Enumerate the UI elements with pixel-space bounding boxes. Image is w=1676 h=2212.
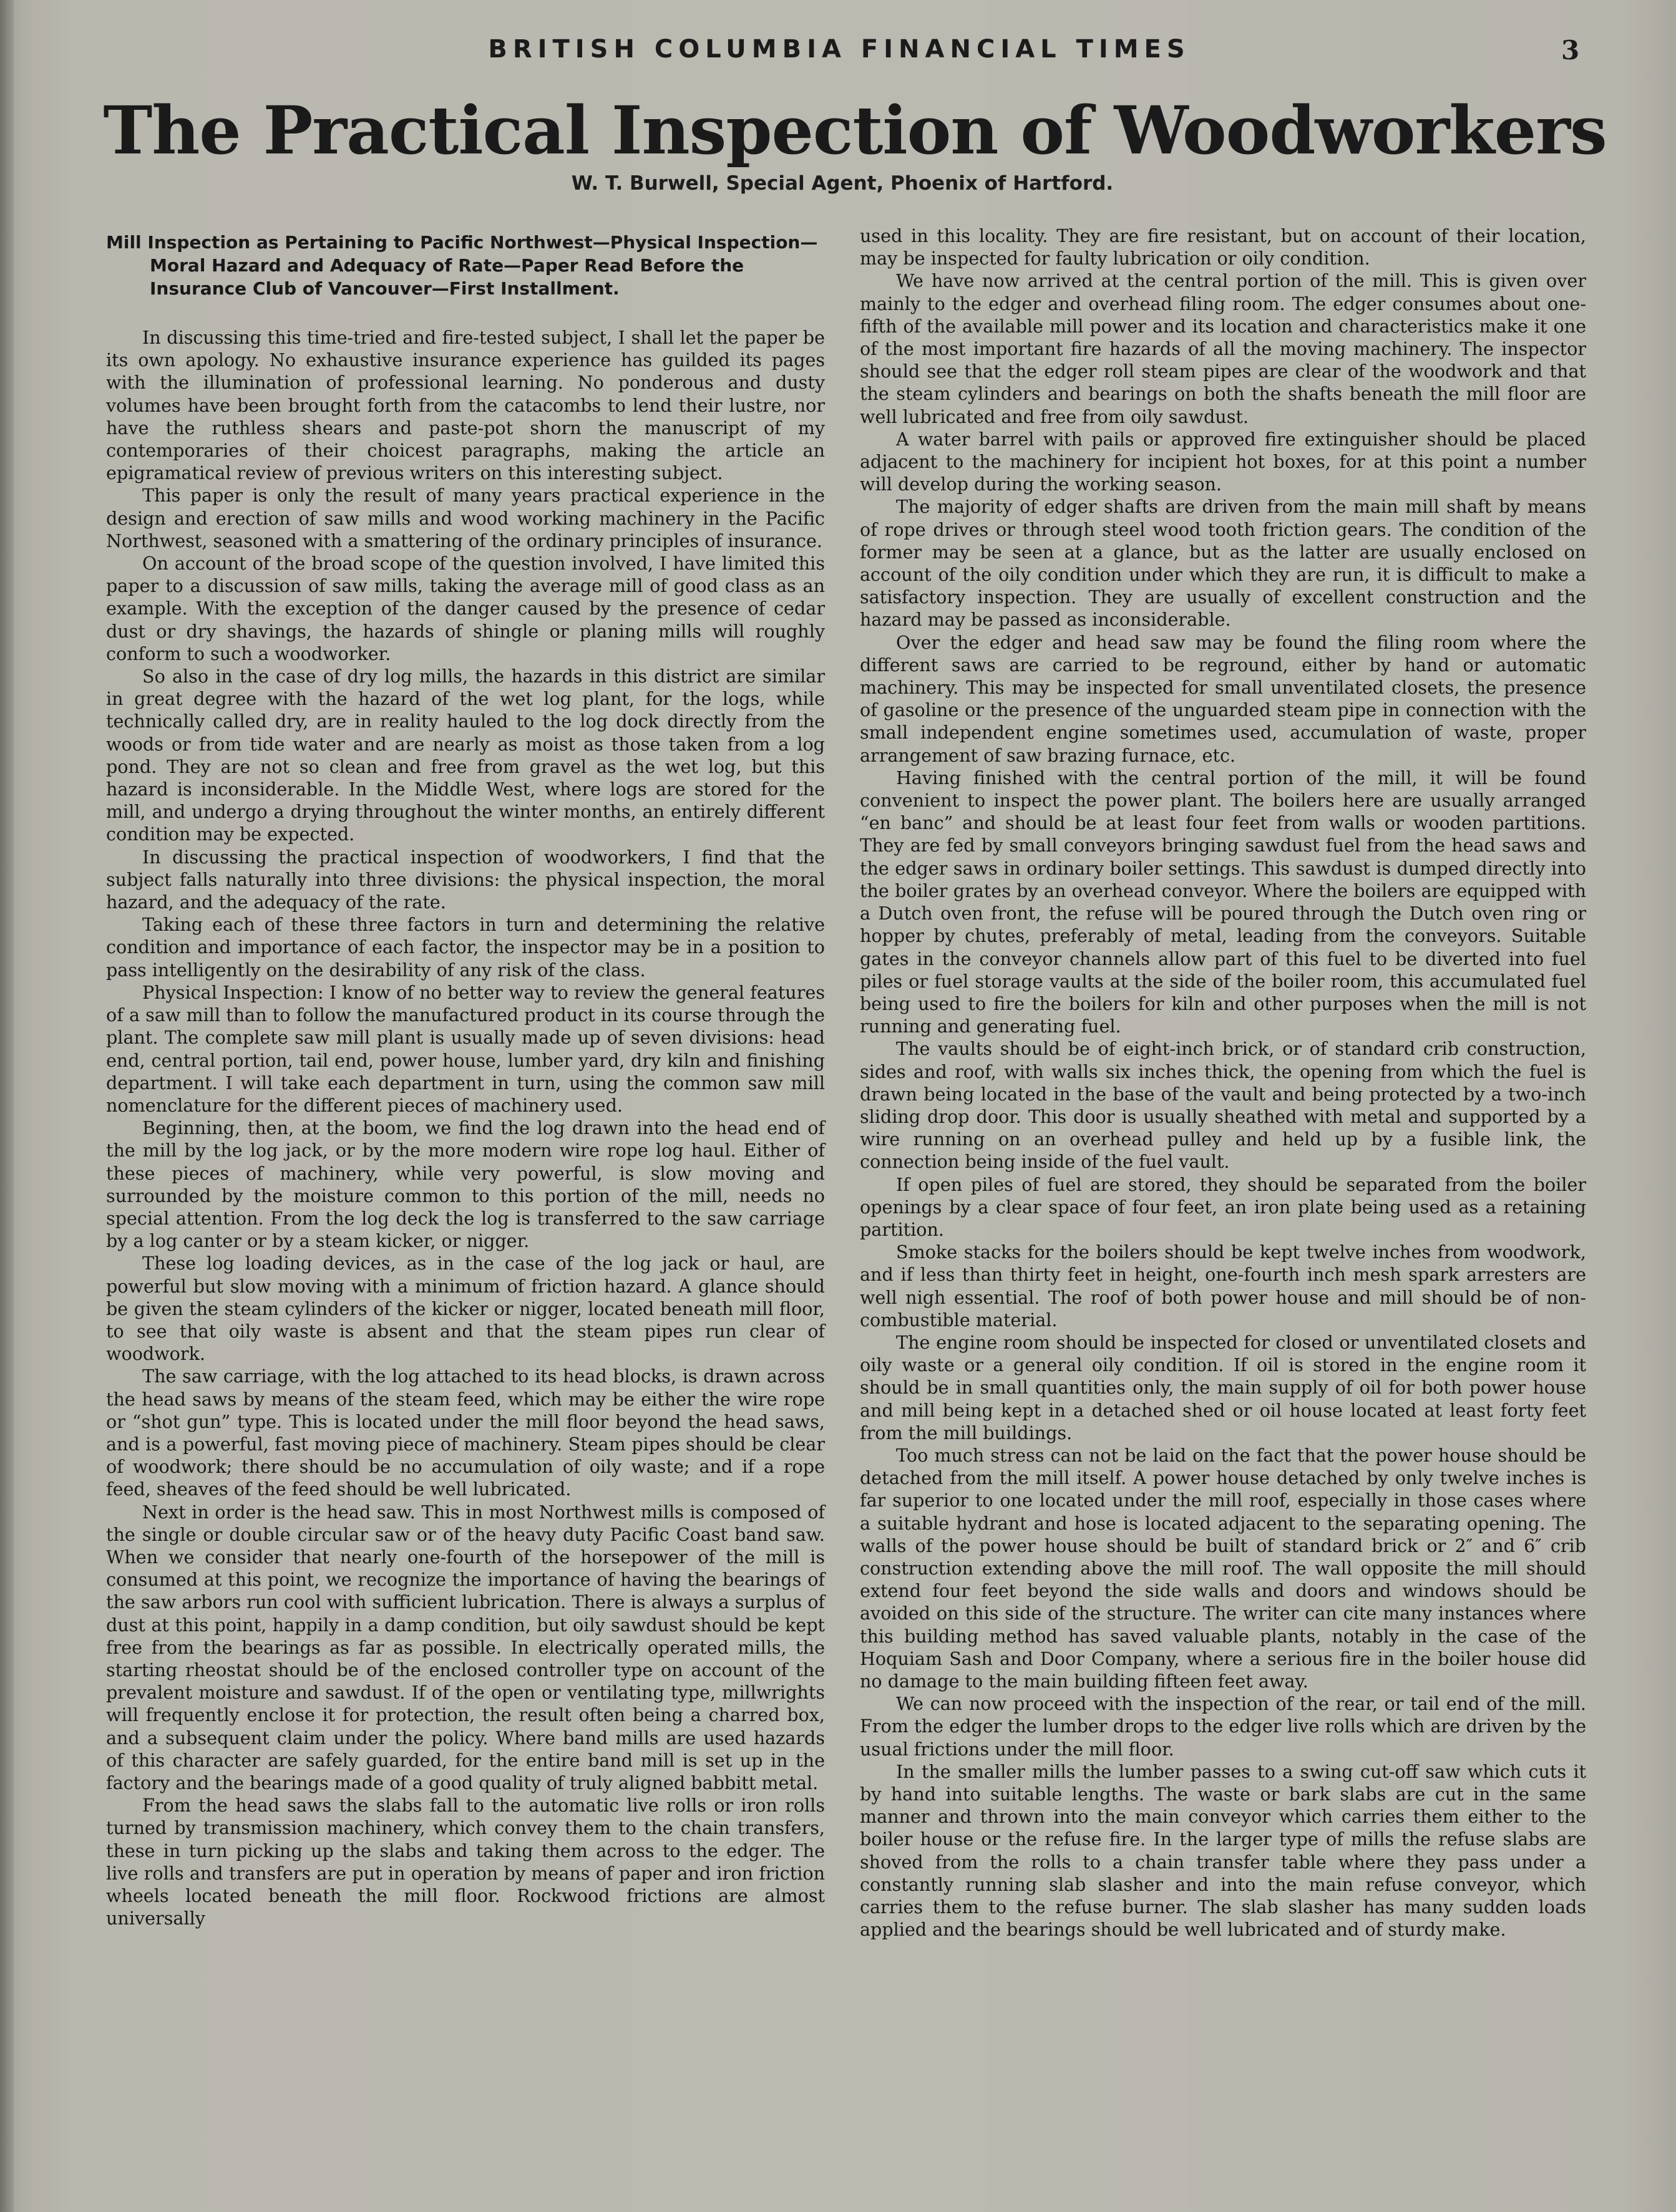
right-paragraph: Over the edger and head saw may be found the filing room where the different saws are carried to be reground, either by hand or automatic machinery. This may be inspected for small unventilated closets, the presence of gasoline or the presence of the unguarded steam pipe in connection with the small independent engine sometimes used, accumulation of waste, proper arrangement of saw brazing furnace, etc.: [860, 631, 1586, 766]
right-paragraph: If open piles of fuel are stored, they should be separated from the boiler openings by a clear space of four feet, an iron plate being used as a retaining partition.: [860, 1173, 1586, 1240]
right-paragraph: The engine room should be inspected for closed or unventilated closets and oily waste or a general oily condition. If oil is stored in the engine room it should be in small quantities only, the main supply of oil for both power house and mill being kept in a detached shed or oil house located at least forty feet from the mill buildings.: [860, 1331, 1586, 1443]
right-paragraph: The vaults should be of eight-inch brick, or of standard crib construction, sides and roof, with walls six inches thick, the opening from which the fuel is drawn being located in the base of the vault and being protected by a two-inch sliding drop door. This door is usually sheathed with metal and supported by a wire running on an overhead pulley and held up by a fusible link, the connection being inside of the fuel vault.: [860, 1038, 1586, 1173]
left-paragraph: Physical Inspection: I know of no better way to review the general features of a saw mill than to follow the manufactured product in its course through the plant. The complete saw mill plant is usually made up of seven divisions: head end, central portion, tail end, power house, lumber yard, dry kiln and finishing department. I will take each department in turn, using the common saw mill nomenclature for the different pieces of machinery used.: [106, 981, 825, 1116]
left-paragraph: The saw carriage, with the log attached to its head blocks, is drawn across the head saws by means of the steam feed, which may be either the wire rope or “shot gun” type. This is located under the mill floor beyond the head saws, and is a powerful, fast moving piece of machinery. Steam pipes should be clear of woodwork; there should be no accumulation of oily waste; and if a rope feed, sheaves of the feed should be well lubricated.: [106, 1366, 825, 1500]
right-column: [860, 225, 1586, 1941]
article-deck: Mill Inspection as Pertaining to Pacific Northwest—Physical Inspection—Moral Hazard and Adequacy of Rate—Paper Read Before the Insurance Club of Vancouver—First Installment.: [106, 232, 818, 299]
page-binding-edge: [0, 0, 14, 2212]
left-paragraph: Beginning, then, at the boom, we find the log drawn into the head end of the mill by the log jack, or by the more modern wire rope log haul. Either of these pieces of machinery, while very powerful, is slow moving and surrounded by the moisture common to this portion of the mill, needs no special attention. From the log deck the log is transferred to the saw carriage by a log canter or by a steam kicker, or nigger.: [106, 1117, 825, 1252]
left-paragraph: These log loading devices, as in the case of the log jack or haul, are powerful but slow moving with a minimum of friction hazard. A glance should be given the steam cylinders of the kicker or nigger, located beneath mill floor, to see that oily waste is absent and that the steam pipes run clear of woodwork.: [106, 1253, 825, 1365]
right-paragraph: A water barrel with pails or approved fire extinguisher should be placed adjacent to the machinery for incipient hot boxes, for at this point a number will develop during the working season.: [860, 428, 1586, 495]
left-paragraph: On account of the broad scope of the question involved, I have limited this paper to a discussion of saw mills, taking the average mill of good class as an example. With the exception of the danger caused by the presence of cedar dust or dry shavings, the hazards of shingle or planing mills will roughly conform to such a woodworker.: [106, 553, 825, 664]
right-paragraph: The majority of edger shafts are driven from the main mill shaft by means of rope drives or through steel wood tooth friction gears. The condition of the former may be seen at a glance, but as the latter are usually enclosed on account of the oily condition under which they are run, it is difficult to make a satisfactory inspection. They are usually of excellent construction and the hazard may be passed as inconsiderable.: [860, 496, 1586, 631]
right-paragraph: In the smaller mills the lumber passes to a swing cut-off saw which cuts it by hand into suitable lengths. The waste or bark slabs are cut in the same manner and thrown into the main conveyor which carries them either to the boiler house or the refuse fire. In the larger type of mills the refuse slabs are shoved from the rolls to a chain transfer table where they pass under a constantly running slab slasher and into the main refuse conveyor, which carries them to the refuse burner. The slab slasher has many sudden loads applied and the bearings should be well lubricated and of sturdy make.: [860, 1760, 1586, 1941]
page-number: 3: [1561, 35, 1580, 65]
left-column: [106, 225, 825, 1929]
article-title: The Practical Inspection of Woodworkers: [103, 91, 1607, 169]
left-paragraph: In discussing this time-tried and fire-tested subject, I shall let the paper be its own apology. No exhaustive insurance experience has guilded its pages with the illumination of professional learning. No ponderous and dusty volumes have been brought forth from the catacombs to lend their lustre, nor have the ruthless shears and paste-pot shorn the manuscript of my contemporaries of their choicest paragraphs, making the article an epigramatical review of previous writers on this interesting subject.: [106, 327, 825, 484]
left-paragraph: This paper is only the result of many years practical experience in the design and erection of saw mills and wood working machinery in the Pacific Northwest, seasoned with a smattering of the ordinary principles of insurance.: [106, 485, 825, 551]
publication-running-head: BRITISH COLUMBIA FINANCIAL TIMES: [488, 35, 1191, 64]
left-paragraph: Next in order is the head saw. This in most Northwest mills is composed of the single or double circular saw or of the heavy duty Pacific Coast band saw. When we consider that nearly one-fourth of the horsepower of the mill is consumed at this point, we recognize the importance of having the bearings of the saw arbors run cool with sufficient lubrication. There is always a surplus of dust at this point, happily in a damp condition, but oily sawdust should be kept free from the bearings as far as possible. In electrically operated mills, the starting rheostat should be of the enclosed controller type on account of the prevalent moisture and sawdust. If of the open or ventilating type, millwrights will frequently enclose it for protection, the result often being a charred box, and a subsequent claim under the policy. Where band mills are used hazards of this character are safely guarded, for the entire band mill is set up in the factory and the bearings made of a good quality of truly aligned babbitt metal.: [106, 1501, 825, 1793]
left-paragraph: So also in the case of dry log mills, the hazards in this district are similar in great degree with the hazard of the wet log plant, for the logs, while technically called dry, are in reality hauled to the log dock directly from the woods or from tide water and are nearly as moist as those taken from a log pond. They are not so clean and free from gravel as the wet log, but this hazard is inconsiderable. In the Middle West, where logs are stored for the mill, and undergo a drying throughout the winter months, an entirely different condition may be expected.: [106, 666, 825, 845]
article-byline: W. T. Burwell, Special Agent, Phoenix of Hartford.: [571, 172, 1114, 195]
right-paragraph: used in this locality. They are fire resistant, but on account of their location, may be inspected for faulty lubrication or oily condition.: [860, 225, 1586, 269]
left-paragraph: From the head saws the slabs fall to the automatic live rolls or iron rolls turned by transmission machinery, which convey them to the chain transfers, these in turn picking up the slabs and taking them across to the edger. The live rolls and transfers are put in operation by means of paper and iron friction wheels located beneath the mill floor. Rockwood frictions are almost universally: [106, 1795, 825, 1929]
right-paragraph: We can now proceed with the inspection of the rear, or tail end of the mill. From the edger the lumber drops to the edger live rolls which are driven by the usual frictions under the mill floor.: [860, 1693, 1586, 1760]
right-paragraph: Having finished with the central portion of the mill, it will be found convenient to inspect the power plant. The boilers here are usually arranged “en banc” and should be at least four feet from walls or wooden partitions. They are fed by small conveyors bringing sawdust fuel from the head saws and the edger saws in ordinary boiler settings. This sawdust is dumped directly into the boiler grates by an overhead conveyor. Where the boilers are equipped with a Dutch oven front, the refuse will be poured through the Dutch oven ring or hopper by chutes, preferably of metal, leading from the conveyors. Suitable gates in the conveyor channels allow part of this fuel to be diverted into fuel piles or fuel storage vaults at the side of the boiler room, this accumulated fuel being used to fire the boilers for kiln and other purposes when the mill is not running and generating fuel.: [860, 767, 1586, 1037]
left-paragraph: Taking each of these three factors in turn and determining the relative condition and importance of each factor, the inspector may be in a position to pass intelligently on the desirability of any risk of the class.: [106, 914, 825, 981]
right-paragraph: We have now arrived at the central portion of the mill. This is given over mainly to the edger and overhead filing room. The edger consumes about one-fifth of the available mill power and its location and characteristics make it one of the most important fire hazards of all the moving machinery. The inspector should see that the edger roll steam pipes are clear of the woodwork and that the steam cylinders and bearings on both the shafts beneath the mill floor are well lubricated and free from oily sawdust.: [860, 270, 1586, 427]
left-paragraph: In discussing the practical inspection of woodworkers, I find that the subject falls naturally into three divisions: the physical inspection, the moral hazard, and the adequacy of the rate.: [106, 846, 825, 913]
right-paragraph: Too much stress can not be laid on the fact that the power house should be detached from the mill itself. A power house detached by only twelve inches is far superior to one located under the mill roof, especially in those cases where a suitable hydrant and hose is located adjacent to the separating opening. The walls of the power house should be built of standard brick or 2″ and 6″ crib construction extending above the mill roof. The wall opposite the mill should extend four feet beyond the side walls and doors and windows should be avoided on this side of the structure. The writer can cite many instances where this building method has saved valuable plants, notably in the case of the Hoquiam Sash and Door Company, where a serious fire in the boiler house did no damage to the main building fifteen feet away.: [860, 1444, 1586, 1692]
right-paragraph: Smoke stacks for the boilers should be kept twelve inches from woodwork, and if less than thirty feet in height, one-fourth inch mesh spark arresters are well nigh essential. The roof of both power house and mill should be of non-combustible material.: [860, 1241, 1586, 1331]
